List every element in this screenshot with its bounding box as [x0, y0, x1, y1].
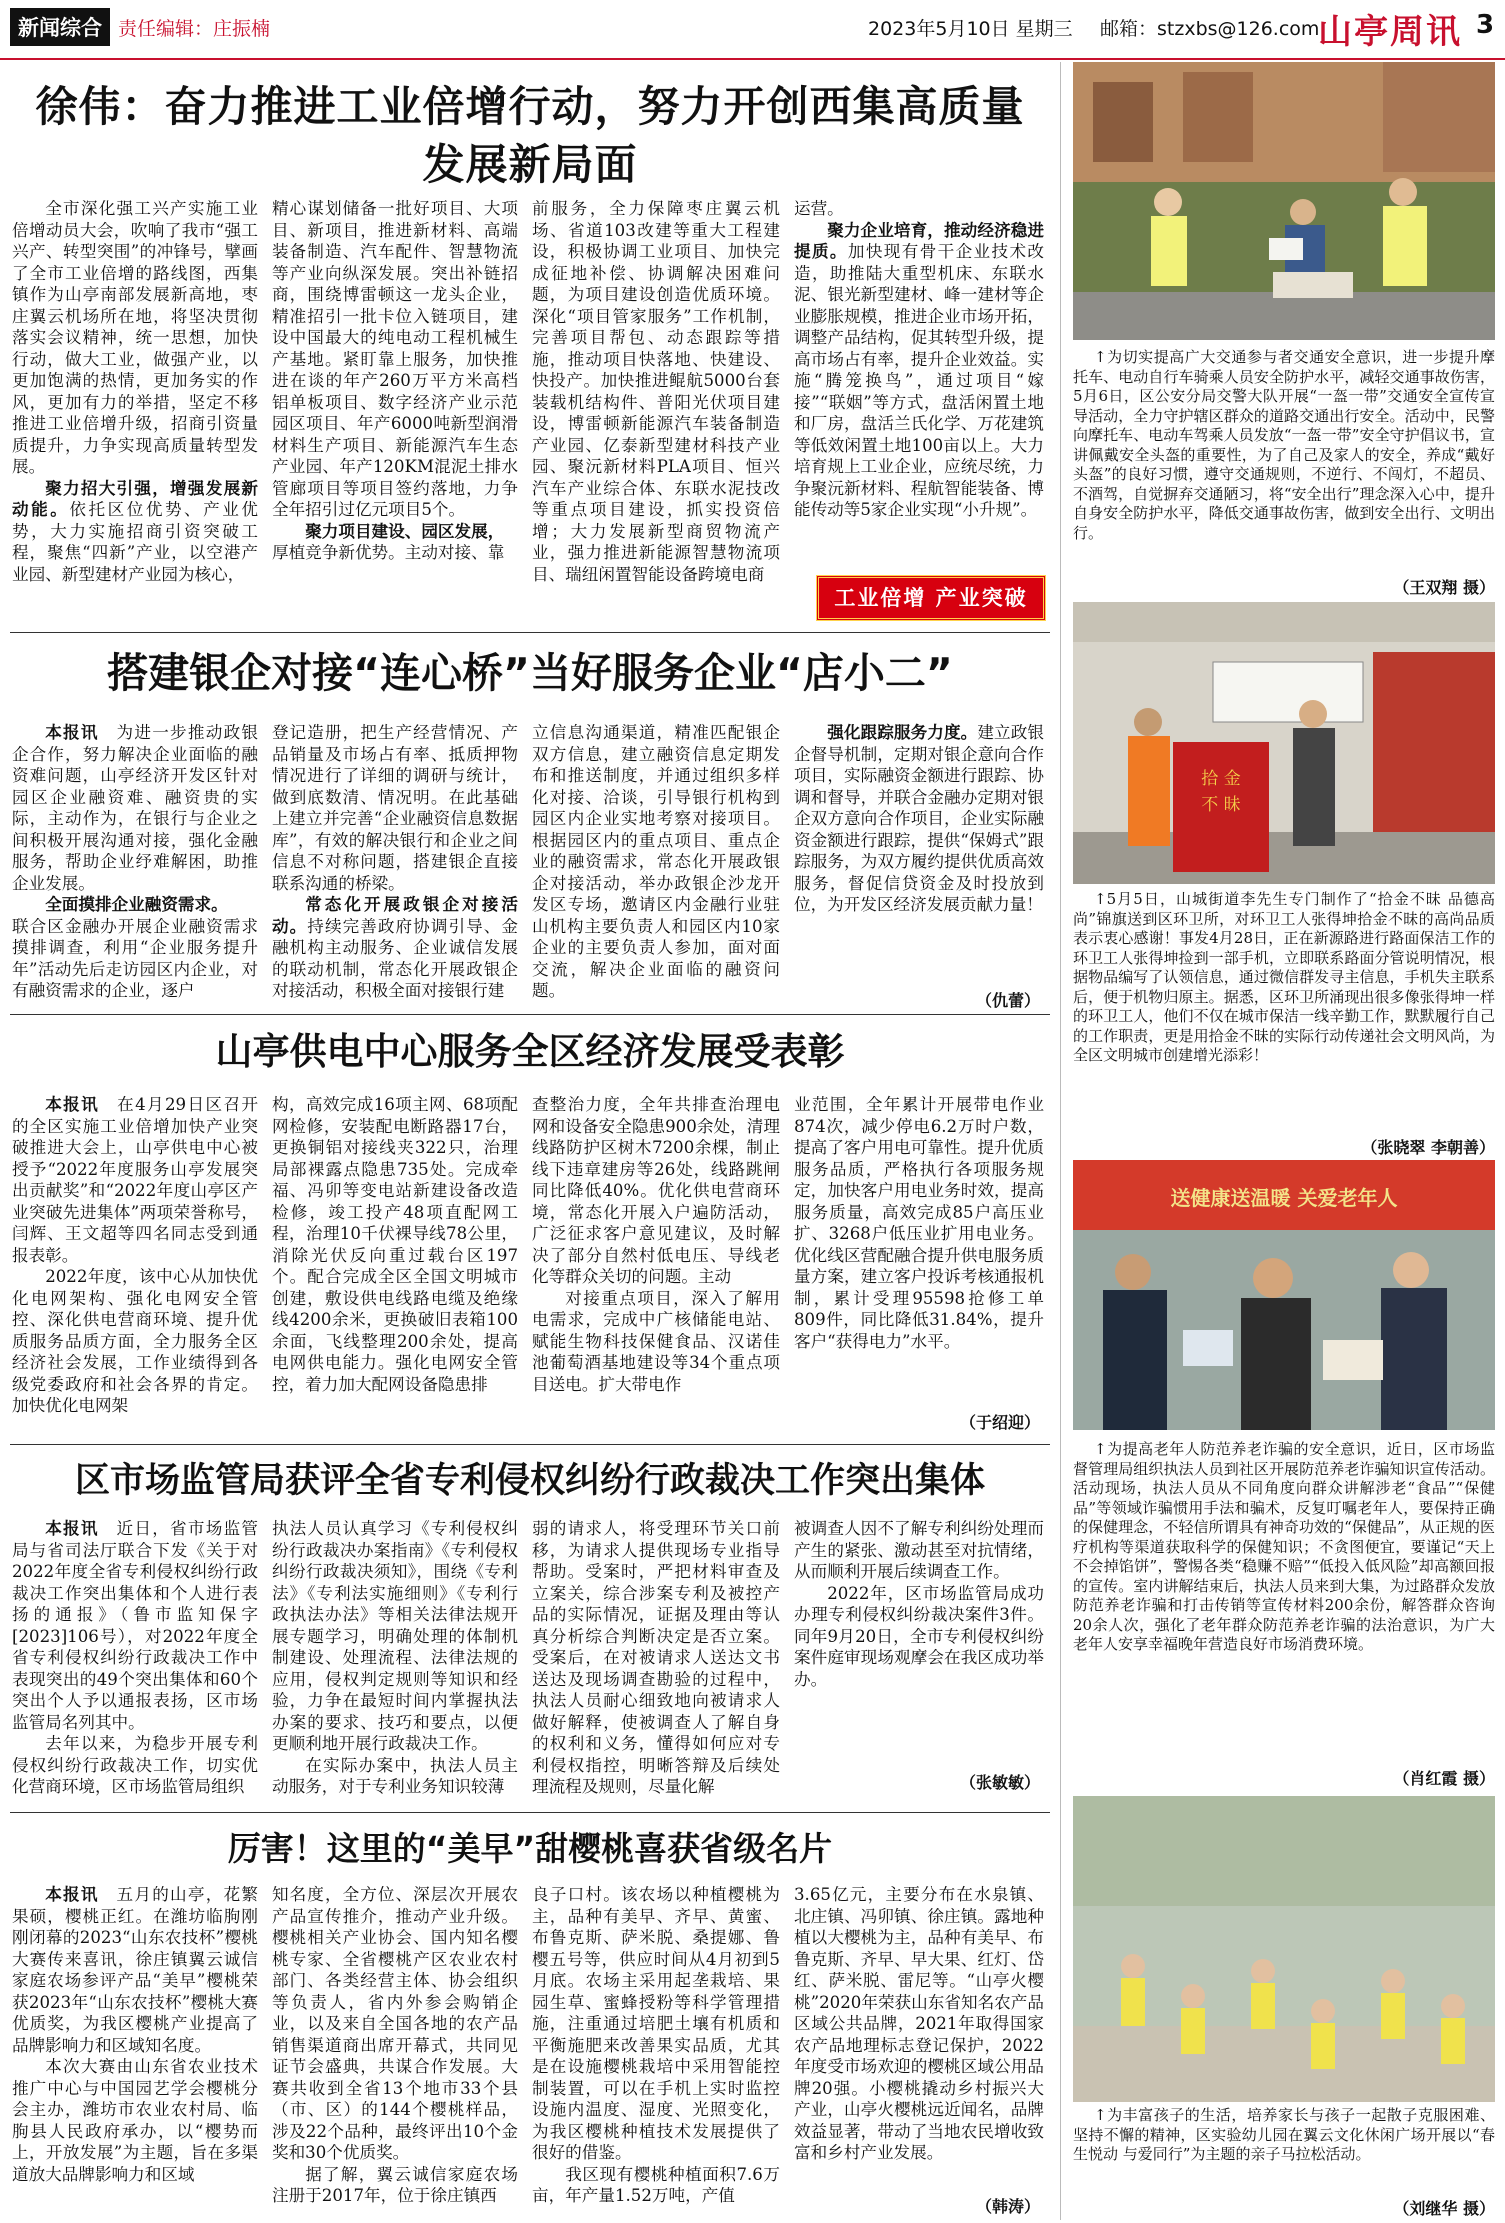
- article1-column-2: [272, 198, 518, 596]
- article2-paragraph: 联合区金融办开展企业融资需求摸排调查，利用“企业服务提升年”活动先后走访园区内企业，对有融资需求的企业，逐户: [12, 916, 258, 1000]
- issue-date: 2023年5月10日 星期三: [868, 18, 1073, 40]
- article3-paragraph: 查整治力度，全年共排查治理电网和设备安全隐患900余处，清理线路防护区树木7200余棵，制止线下违章建房等26处，线路跳闸同比降低40%。优化供电营商环境，常态化开展入户遍防活动，广泛征求客户意见建议，及时解决了部分自然村低电压、导线老化等群众关切的问题。主动: [532, 1095, 780, 1286]
- article1-paragraph: 厚植竞争新优势。主动对接、靠: [272, 543, 505, 562]
- article4-paragraph: 在实际办案中，执法人员主动服务，对于专利业务知识较薄: [272, 1755, 518, 1796]
- photo-caption: [1073, 2106, 1495, 2192]
- dateline: 本报讯: [45, 1094, 100, 1114]
- article3-column-3: [532, 1094, 780, 1434]
- photo-credit: （王双翔 摄）: [1393, 578, 1495, 597]
- article4-paragraph: 近日，省市场监管局与省司法厅联合下发《关于对2022年度全省专利侵权纠纷行政裁决工作突出集体和个人进行表扬的通报》（鲁市监知保字[2023]106号），对2022年度全省专利侵权纠纷行政裁决工作中表现突出的49个突出集体和60个突出个人予以通报表扬，区市场监管局名列其中。: [12, 1519, 258, 1732]
- article1-headline-line2: 发展新局面: [422, 140, 638, 189]
- article3-paragraph: 对接重点项目，深入了解用电需求，完成中广核储能电站、赋能生物科技保健食品、汉诺佳池葡萄酒基地建设等34个重点项目送电。扩大带电作: [532, 1288, 780, 1394]
- article3-paragraph: 2022年度，该中心从加快优化电网架构、强化电网安全管控、深化供电营商环境、提升优质服务品质方面，全力服务全区经济社会发展，工作业绩得到各级党委政府和社会各界的肯定。加快优化电网架: [12, 1267, 258, 1415]
- article2-column-4: [794, 722, 1044, 952]
- article5-paragraph: 据了解，翼云诚信家庭农场注册于2017年，位于徐庄镇西: [272, 2164, 518, 2205]
- photo-caption: [1073, 348, 1495, 570]
- article1-paragraph: 依托区位优势、产业优势，大力实施招商引资突破工程，聚焦“四新”产业，以空港产业园、新型建材产业园为核心，: [12, 500, 258, 584]
- photo-antifraud-outreach: [1073, 1160, 1495, 1430]
- divider: [10, 632, 1050, 633]
- industry-slogan-banner: 工业倍增 产业突破: [816, 575, 1046, 621]
- editor-credit: 责任编辑：庄振楠: [118, 18, 271, 40]
- caption-text: ↑为提高老年人防范养老诈骗的安全意识，近日，区市场监督管理局组织执法人员到社区开展防范养老诈骗知识宣传活动。活动现场，执法人员从不同角度向群众讲解涉老“食品”“保健品”等领域诈骗惯用手法和骗术，反复叮嘱老年人，要保持正确的保健理念，不轻信所谓具有神奇功效的“保健品”，从正规的医疗机构等渠道获取科学的保健知识；不贪图便宜，要谨记“天上不会掉馅饼”，警惕各类“稳赚不赔”“低投入低风险”却高额回报的宣传。室内讲解结束后，执法人员来到大集，为过路群众发放防范养老诈骗和打击传销等宣传材料200余份，解答群众咨询20余人次，强化了老年群众防范养老诈骗的法治意识，为广大老年人安享幸福晚年营造良好市场消费环境。: [1073, 1440, 1495, 1653]
- article5-paragraph: 本次大赛由山东省农业技术推广中心与中国园艺学会樱桃分会主办，潍坊市农业农村局、临朐县人民政府承办，以“樱势而上，开放发展”为主题，旨在多渠道放大品牌影响力和区域: [12, 2057, 258, 2184]
- article3-paragraph: 在4月29日区召开的全区实施工业倍增加快产业突破推进大会上，山亭供电中心被授予“2022年度服务山亭发展突出贡献奖”和“2022年度山亭区产业突破先进集体”两项荣誉称号，闫辉、王文超等四名同志受到通报表彰。: [12, 1095, 258, 1265]
- article2-paragraph: 为进一步推动政银企合作，努力解决企业面临的融资难问题，山亭经济开发区针对园区企业融资难、融资贵的实际，主动作为，在银行与企业之间积极开展沟通对接，强化金融服务，帮助企业纾难解困，助推企业发展。: [12, 723, 258, 893]
- article5-column-4: [794, 1884, 1044, 2190]
- section-tag: 新闻综合: [10, 8, 110, 46]
- photo-kids-marathon: [1073, 1796, 1495, 2102]
- article2-paragraph: 建立政银企督导机制，定期对银企意向合作项目，实际融资金额进行跟踪、协调和督导，并联合金融办定期对银企双方意向合作项目，企业实际融资金额进行跟踪，提供“保姆式”跟踪服务，为双方履约提供优质高效服务，督促信贷资金及时投放到位，为开发区经济发展贡献力量！: [794, 723, 1044, 914]
- photo-sanitation-banner: [1073, 602, 1495, 884]
- article2-byline: （仇蕾）: [975, 991, 1040, 1010]
- article4-paragraph: 执法人员认真学习《专利侵权纠纷行政裁决办案指南》《专利侵权纠纷行政裁决须知》，围绕《专利法》《专利法实施细则》《专利行政执法办法》等相关法律法规开展专题学习，明确处理的体制机制建设、处理流程、法律法规的应用，侵权判定规则等知识和经验，力争在最短时间内掌握执法办案的要求、技巧和要点，以便更顺利地开展行政裁决工作。: [272, 1519, 518, 1753]
- article2-subhead: 强化跟踪服务力度。: [827, 722, 978, 742]
- article2-subhead: 常态化开展政银企对接活动。: [272, 894, 518, 936]
- article4-paragraph: 被调查人因不了解专利纠纷处理而产生的紧张、激动甚至对抗情绪，从而顺利开展后续调查工作。: [794, 1519, 1044, 1581]
- article5-headline: 厉害！这里的“美早”甜樱桃喜获省级名片: [227, 1829, 833, 1868]
- article5-column-3: [532, 1884, 780, 2218]
- article4-column-4: [794, 1518, 1044, 1738]
- article3-byline: （于绍迎）: [959, 1413, 1040, 1432]
- article5-paragraph: 良子口村。该农场以种植樱桃为主，品种有美早、齐早、黄蜜、布鲁克斯、萨米脱、桑提娜、鲁樱五号等，供应时间从4月初到5月底。农场主采用起垄栽培、果园生草、蜜蜂授粉等科学管理措施，注重通过培肥土壤有机质和平衡施肥来改善果实品质，尤其是在设施樱桃栽培中采用智能控制装置，可以在手机上实时监控设施内温度、湿度、光照变化，为我区樱桃种植技术发展提供了很好的借鉴。: [532, 1885, 780, 2162]
- article4-paragraph: 2022年，区市场监管局成功办理专利侵权纠纷裁决案件3件。同年9月20日，全市专利侵权纠纷案件庭审现场观摩会在我区成功举办。: [794, 1583, 1044, 1689]
- article2-column-1: [12, 722, 258, 1012]
- dateline: 本报讯: [45, 1518, 99, 1538]
- caption-text: ↑5月5日，山城街道李先生专门制作了“拾金不昧 品德高尚”锦旗送到区环卫所，对环卫工人张得坤拾金不昧的高尚品质表示衷心感谢！事发4月28日，正在新源路进行路面保洁工作的环卫工人张得坤捡到一部手机，立即联系路面分管说明情况，根据物品编写了认领信息，通过微信群发寻主信息，手机失主联系后，便于机物归原主。据悉，区环卫所涌现出很多像张得坤一样的环卫工人，他们不仅在城市保洁一线辛勤工作，默默履行自己的工作职责，更是用拾金不昧的实际行动传递社会文明风尚，为全区文明城市创建增光添彩！: [1073, 890, 1495, 1064]
- photo-credit: （刘继华 摄）: [1393, 2199, 1495, 2218]
- article1-paragraph: 运营。: [794, 199, 844, 218]
- article4-column-1: [12, 1518, 258, 1808]
- article2-subhead: 全面摸排企业融资需求。: [45, 894, 228, 914]
- article1-headline-line1: 徐伟：奋力推进工业倍增行动，努力开创西集高质量: [35, 82, 1025, 131]
- article1-paragraph: 精心谋划储备一批好项目、大项目、新项目，推进新材料、高端装备制造、汽车配件、智慧物流等产业向纵深发展。突出补链招商，围绕博雷顿这一龙头企业，精准招引一批卡位入链项目，建设中国最大的纯电动工程机械生产基地。紧盯靠上服务，加快推进在谈的年产260万平方米高档铝单板项目、数字经济产业示范园区项目、年产6000吨新型润滑材料生产项目、新能源汽车生态产业园、年产120KM混泥土排水管廊项目等项目签约落地，力争全年招引过亿元项目5个。: [272, 199, 518, 519]
- contact-email[interactable]: 邮箱：stzxbs@126.com: [1100, 18, 1320, 40]
- divider: [10, 1014, 1050, 1015]
- article4-paragraph: 去年以来，为稳步开展专利侵权纠纷行政裁决工作，切实优化营商环境，区市场监管局组织: [12, 1734, 258, 1796]
- article4-headline: 区市场监管局获评全省专利侵权纠纷行政裁决工作突出集体: [74, 1461, 985, 1501]
- dateline: 本报讯: [45, 1884, 99, 1904]
- article2-paragraph: 立信息沟通渠道，精准匹配银企双方信息，建立融资信息定期发布和推送制度，并通过组织多样化对接、洽谈，引导银行机构到园区内企业实地考察对接项目。根据园区内的重点项目、重点企业的融资需求，常态化开展政银企对接活动，举办政银企沙龙开发区专场，邀请区内金融行业驻山机构主要负责人和园区内10家企业的主要负责人参加，面对面交流，解决企业面临的融资问题。: [532, 723, 780, 1000]
- photo-credit: （张晓翠 李朝善）: [1361, 1138, 1495, 1157]
- page-header: [0, 0, 1505, 60]
- article1-paragraph: 加快现有骨干企业技术改造，助推陆大重型机床、东联水泥、银光新型建材、峰一建材等企业膨胀规模，推进企业市场开拓，调整产品结构，促其转型升级，提高市场占有率，提升企业效益。实施“腾笼换鸟”，通过项目“嫁接”“联姻”等方式，盘活闲置土地和厂房，盘活兰氏化学、万花建筑等低效闲置土地100亩以上。大力培育规上工业企业，应统尽统，力争聚沅新材料、程航智能装备、博能传动等5家企业实现“小升规”。: [794, 242, 1044, 519]
- svg-text:送健康送温暖 关爱老年人: 送健康送温暖 关爱老年人: [1170, 1186, 1398, 1210]
- caption-text: ↑为切实提高广大交通参与者交通安全意识，进一步提升摩托车、电动自行车骑乘人员安全防护水平，减轻交通事故伤害，5月6日，区公安分局交警大队开展“一盔一带”交通安全宣传宣导活动，全力守护辖区群众的道路交通出行安全。活动中，民警向摩托车、电动车驾乘人员发放“一盔一带”安全守护倡议书，宣讲佩戴安全头盔的重要性，为了自己及家人的安全，养成“戴好头盔”的良好习惯，遵守交通规则，不逆行、不闯灯，不超员、不酒驾，自觉摒弃交通陋习，将“安全出行”理念深入心中，提升自身安全防护水平，降低交通事故伤害，做到安全出行、文明出行。: [1073, 348, 1495, 542]
- article1-column-4: [794, 198, 1044, 568]
- svg-text:拾 金: 拾 金: [1201, 769, 1241, 789]
- article3-headline: 山亭供电中心服务全区经济发展受表彰: [215, 1030, 845, 1073]
- article5-column-2: [272, 1884, 518, 2218]
- article2-column-3: [532, 722, 780, 1012]
- article4-paragraph: 弱的请求人，将受理环节关口前移，为请求人提供现场专业指导帮助。受案时，严把材料审查及立案关，综合涉案专利及被控产品的实际情况，证据及理由等认真分析综合判断决定是否立案。受案后，在对被请求人送达文书送达及现场调查勘验的过程中，执法人员耐心细致地向被请求人做好解释，使被调查人了解自身的权利和义务，懂得如何应对专利侵权指控，明晰答辩及后续处理流程及规则，尽量化解: [532, 1519, 780, 1796]
- article1-column-1: [12, 198, 258, 596]
- newspaper-logo: 山亭周讯: [1318, 12, 1462, 52]
- caption-text: ↑为丰富孩子的生活，培养家长与孩子一起散子克服困难、坚持不懈的精神，区实验幼儿园在翼云文化休闲广场开展以“春生悦动 与爱同行”为主题的亲子马拉松活动。: [1073, 2106, 1495, 2163]
- article5-paragraph: 五月的山亭，花繁果硕，樱桃正红。在潍坊临朐刚刚闭幕的2023“山东农技杯”樱桃大赛传来喜讯，徐庄镇翼云诚信家庭农场参评产品“美早”樱桃荣获2023年“山东农技杯”樱桃大赛优质奖，为我区樱桃产业提高了品牌影响力和区域知名度。: [12, 1885, 258, 2055]
- article5-column-1: [12, 1884, 258, 2218]
- article1-subhead: 聚力招大引强，增强发展新动能。: [12, 477, 258, 519]
- article1-paragraph: 前服务，全力保障枣庄翼云机场、省道103改建等重大工程建设，积极协调工业项目、加快完成征地补偿、协调解决困难问题，为项目建设创造优质环境。深化“项目管家服务”工作机制，完善项目帮包、动态跟踪等措施，推动项目快落地、快建设、快投产。加快推进鲲航5000台套装载机结构件、普阳光伏项目建设，博雷顿新能源汽车装备制造产业园、亿泰新型建材科技产业园、聚沅新材料PLA项目、恒兴汽车产业综合体、东联水泥技改等重点项目建设，抓实投资倍增；大力发展新型商贸物流产业，强力推进新能源智慧物流项目、瑞纽闲置智能设备跨境电商: [532, 199, 780, 584]
- photo-caption: [1073, 1440, 1495, 1740]
- article1-subhead: 聚力项目建设、园区发展，: [305, 520, 505, 541]
- article5-byline: （韩涛）: [975, 2197, 1040, 2216]
- photo-credit: （肖红霞 摄）: [1393, 1769, 1495, 1788]
- svg-text:不 昧: 不 昧: [1201, 795, 1241, 815]
- article3-column-4: [794, 1094, 1044, 1394]
- article3-column-2: [272, 1094, 518, 1434]
- article1-paragraph: 全市深化强工兴产实施工业倍增动员大会，吹响了我市“强工兴产、转型突围”的冲锋号，擘画了全市工业倍增的路线图，西集镇作为山亭南部发展新高地，枣庄翼云机场所在地，将坚决贯彻落实会议精神，统一思想，加快行动，做大工业，做强产业，以更加饱满的热情，更加务实的作风，更加有力的举措，坚定不移推进工业倍增升级，招商引资量质提升，力争实现高质量转型发展。: [12, 199, 258, 476]
- article5-paragraph: 我区现有樱桃种植面积7.6万亩，年产量1.52万吨，产值: [532, 2164, 780, 2205]
- page-number: 3: [1476, 10, 1495, 40]
- article2-paragraph: 登记造册，把生产经营情况、产品销量及市场占有率、抵质押物情况进行了详细的调研与统计，做到底数清、情况明。在此基础上建立并完善“企业融资信息数据库”，有效的解决银行和企业之间信息不对称问题，搭建银企直接联系沟通的桥梁。: [272, 723, 518, 893]
- article4-column-3: [532, 1518, 780, 1808]
- article2-column-2: [272, 722, 518, 1012]
- dateline: 本报讯: [45, 722, 99, 742]
- article4-column-2: [272, 1518, 518, 1808]
- sidebar-divider: [1060, 62, 1061, 2220]
- article5-paragraph: 3.65亿元，主要分布在水泉镇、北庄镇、冯卯镇、徐庄镇。露地种植以大樱桃为主，品种有美早、布鲁克斯、齐早、早大果、红灯、岱红、萨米脱、雷尼等。“山亭火樱桃”2020年荣获山东省知名农产品区域公共品牌，2021年取得国家农产品地理标志登记保护，2022年度受市场欢迎的樱桃区域公用品牌20强。小樱桃撬动乡村振兴大产业，山亭火樱桃远近闻名，品牌效益显著，带动了当地农民增收致富和乡村产业发展。: [794, 1885, 1044, 2162]
- article3-paragraph: 业范围，全年累计开展带电作业874次，减少停电6.2万时户数，提高了客户用电可靠性。提升优质服务品质，严格执行各项服务规定，加快客户用电业务时效，提高服务质量，高效完成85户高压业扩、3268户低压业扩用电业务。优化线区营配融合提升供电服务质量方案，建立客户投诉考核通报机制，累计受理95598抢修工单809件，同比降低31.84%，提升客户“获得电力”水平。: [794, 1095, 1044, 1351]
- divider: [10, 1444, 1050, 1445]
- article3-column-1: [12, 1094, 258, 1434]
- photo-caption: [1073, 890, 1495, 1130]
- article4-byline: （张敏敏）: [959, 1773, 1040, 1792]
- article1-headline: [10, 78, 1050, 194]
- article1-subhead: 聚力企业培育，推动经济稳进提质。: [794, 219, 1044, 261]
- article2-paragraph: 持续完善政府协调引导、金融机构主动服务、企业诚信发展的联动机制，常态化开展政银企对接活动，积极全面对接银行建: [272, 916, 518, 1000]
- divider: [10, 1812, 1050, 1813]
- article1-column-3: [532, 198, 780, 596]
- article2-headline: 搭建银企对接“连心桥”当好服务企业“店小二”: [107, 649, 953, 697]
- article5-paragraph: 知名度，全方位、深层次开展农产品宣传推介，推动产业升级。樱桃相关产业协会、国内知名樱桃专家、全省樱桃产区农业农村部门、各类经营主体、协会组织等负责人，省内外参会购销企业，以及来自全国各地的农产品销售渠道商出席开幕式，共同见证节会盛典，共谋合作发展。大赛共收到全省13个地市33个县（市、区）的144个樱桃样品，涉及22个品种，最终评出10个金奖和30个优质奖。: [272, 1885, 518, 2162]
- article3-paragraph: 构，高效完成16项主网、68项配网检修，安装配电断路器17台，更换铜铝对接线夹322只，治理局部裸露点隐患735处。完成牵福、冯卯等变电站新建设备改造检修，竣工投产48项直配网工程，治理10千伏裸导线78公里，消除光伏反向重过载台区197个。配合完成全区全国文明城市创建，敷设供电线路电缆及绝缘线4200余米，更换破旧表箱100余面，飞线整理200余处，提高电网供电能力。强化电网安全管控，着力加大配网设备隐患排: [272, 1095, 518, 1394]
- photo-traffic-safety: [1073, 62, 1495, 340]
